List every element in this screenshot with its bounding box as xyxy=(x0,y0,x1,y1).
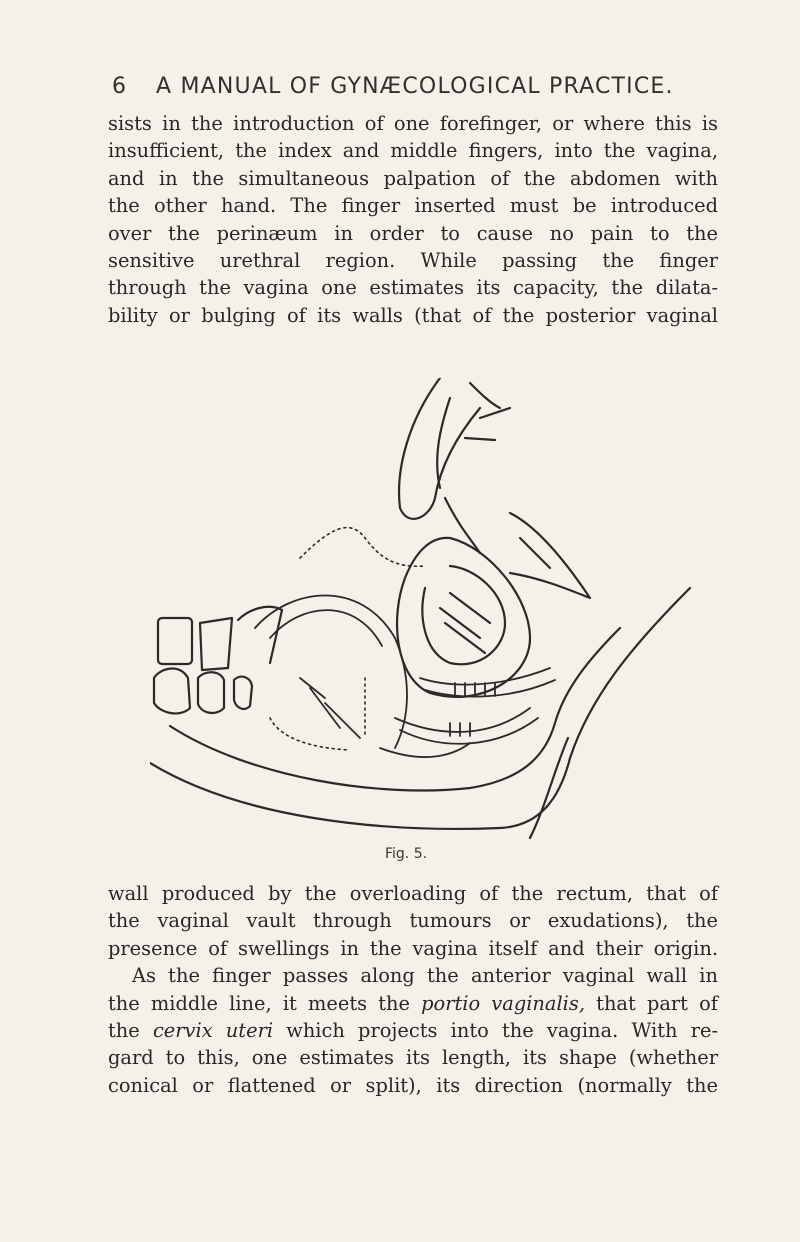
hand-fingers xyxy=(399,378,510,553)
text-line: presence of swellings in the vagina itself and their origin. xyxy=(108,936,718,960)
running-title: A MANUAL OF GYNÆCOLOGICAL PRACTICE. xyxy=(156,74,674,99)
text-run: the middle line, it meets the xyxy=(108,991,422,1015)
text-line: wall produced by the overloading of the rectum, that of xyxy=(108,882,718,905)
text-line: sensitive urethral region. While passing the finger xyxy=(108,249,718,273)
text-line: over the perinæum in order to cause no pain to the xyxy=(108,221,718,245)
text-line: As the finger passes along the anterior vaginal wall in xyxy=(132,964,718,988)
text-line: bility or bulging of its walls (that of the posterior vaginal xyxy=(108,303,718,327)
text-run: the xyxy=(108,1019,153,1043)
text-line: through the vagina one estimates its capacity, the dilata- xyxy=(108,276,718,300)
text-run: that part of xyxy=(585,991,718,1015)
uterus xyxy=(397,538,530,697)
text-line: the vaginal vault through tumours or exudations), the xyxy=(108,909,718,933)
symphysis xyxy=(510,513,590,598)
page-number: 6 xyxy=(112,74,128,99)
text-line: the other hand. The finger inserted must be introduced xyxy=(108,194,718,218)
paragraph-1 xyxy=(108,110,718,329)
vertebrae xyxy=(154,607,282,714)
text-line-with-italic xyxy=(108,990,718,1017)
italic-term: cervix uteri xyxy=(152,1019,274,1043)
sacrum-curve xyxy=(255,596,407,749)
running-header xyxy=(112,74,712,99)
italic-term: portio vaginalis, xyxy=(421,991,585,1015)
text-line: conical or flattened or split), its direction (normally the xyxy=(108,1073,718,1097)
text-line: sists in the introduction of one forefinger, or where this is xyxy=(108,112,718,135)
anatomical-illustration xyxy=(150,378,710,848)
figure-caption: Fig. 5. xyxy=(385,846,428,862)
paragraph-2 xyxy=(108,880,718,1099)
text-run: which projects into the vagina. With re- xyxy=(273,1019,718,1043)
text-line: and in the simultaneous palpation of the abdomen with xyxy=(108,166,718,190)
text-line: insufficient, the index and middle fingers, into the vagina, xyxy=(108,139,718,163)
text-line: gard to this, one estimates its length, its shape (whether xyxy=(108,1046,718,1070)
dotted-peritoneum xyxy=(270,528,425,750)
text-line-with-italic xyxy=(108,1017,718,1044)
